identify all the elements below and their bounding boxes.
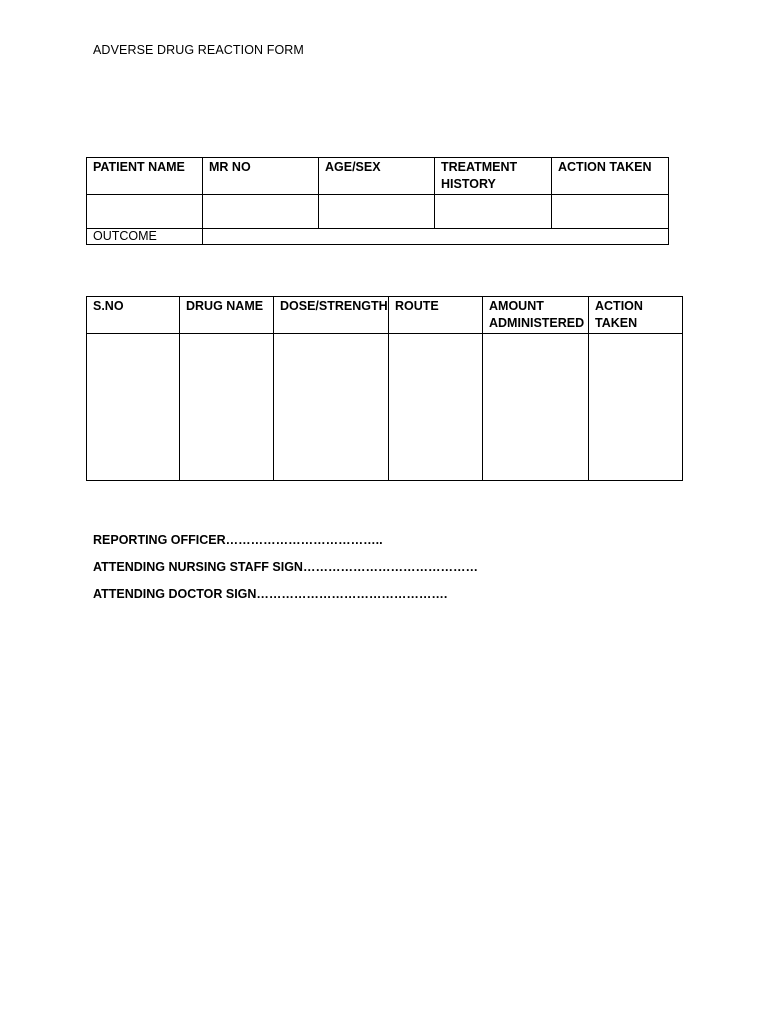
doctor-sign-line[interactable]: ATTENDING DOCTOR SIGN……………………………………….: [93, 587, 448, 601]
mr-no-cell[interactable]: [203, 195, 319, 229]
age-sex-cell[interactable]: [319, 195, 435, 229]
route-cell[interactable]: [389, 334, 483, 481]
form-title: ADVERSE DRUG REACTION FORM: [93, 43, 304, 57]
action-taken-cell[interactable]: [552, 195, 669, 229]
sno-header: S.NO: [87, 297, 180, 334]
drug-table-header-row: [87, 297, 683, 334]
treatment-history-header: TREATMENT HISTORY: [435, 158, 552, 195]
mr-no-header: MR NO: [203, 158, 319, 195]
patient-table-header-row: [87, 158, 669, 195]
treatment-history-cell[interactable]: [435, 195, 552, 229]
amount-administered-header: AMOUNT ADMINISTERED: [483, 297, 589, 334]
outcome-row: [87, 229, 669, 245]
dose-strength-header: DOSE/STRENGTH: [274, 297, 389, 334]
signature-section: [93, 531, 478, 612]
dose-strength-cell[interactable]: [274, 334, 389, 481]
drug-action-taken-header: ACTION TAKEN: [589, 297, 683, 334]
action-taken-header: ACTION TAKEN: [552, 158, 669, 195]
route-header: ROUTE: [389, 297, 483, 334]
drug-action-taken-cell[interactable]: [589, 334, 683, 481]
outcome-label: OUTCOME: [87, 229, 203, 245]
sno-cell[interactable]: [87, 334, 180, 481]
drug-details-table: [86, 296, 683, 481]
patient-name-header: PATIENT NAME: [87, 158, 203, 195]
drug-name-header: DRUG NAME: [180, 297, 274, 334]
drug-name-cell[interactable]: [180, 334, 274, 481]
reporting-officer-line[interactable]: REPORTING OFFICER………………………………..: [93, 533, 383, 547]
patient-table-entry-row: [87, 195, 669, 229]
patient-name-cell[interactable]: [87, 195, 203, 229]
drug-table-entry-row: [87, 334, 683, 481]
amount-administered-cell[interactable]: [483, 334, 589, 481]
patient-info-table: [86, 157, 669, 245]
outcome-cell[interactable]: [203, 229, 669, 245]
nursing-staff-sign-line[interactable]: ATTENDING NURSING STAFF SIGN……………………………………: [93, 560, 478, 574]
age-sex-header: AGE/SEX: [319, 158, 435, 195]
